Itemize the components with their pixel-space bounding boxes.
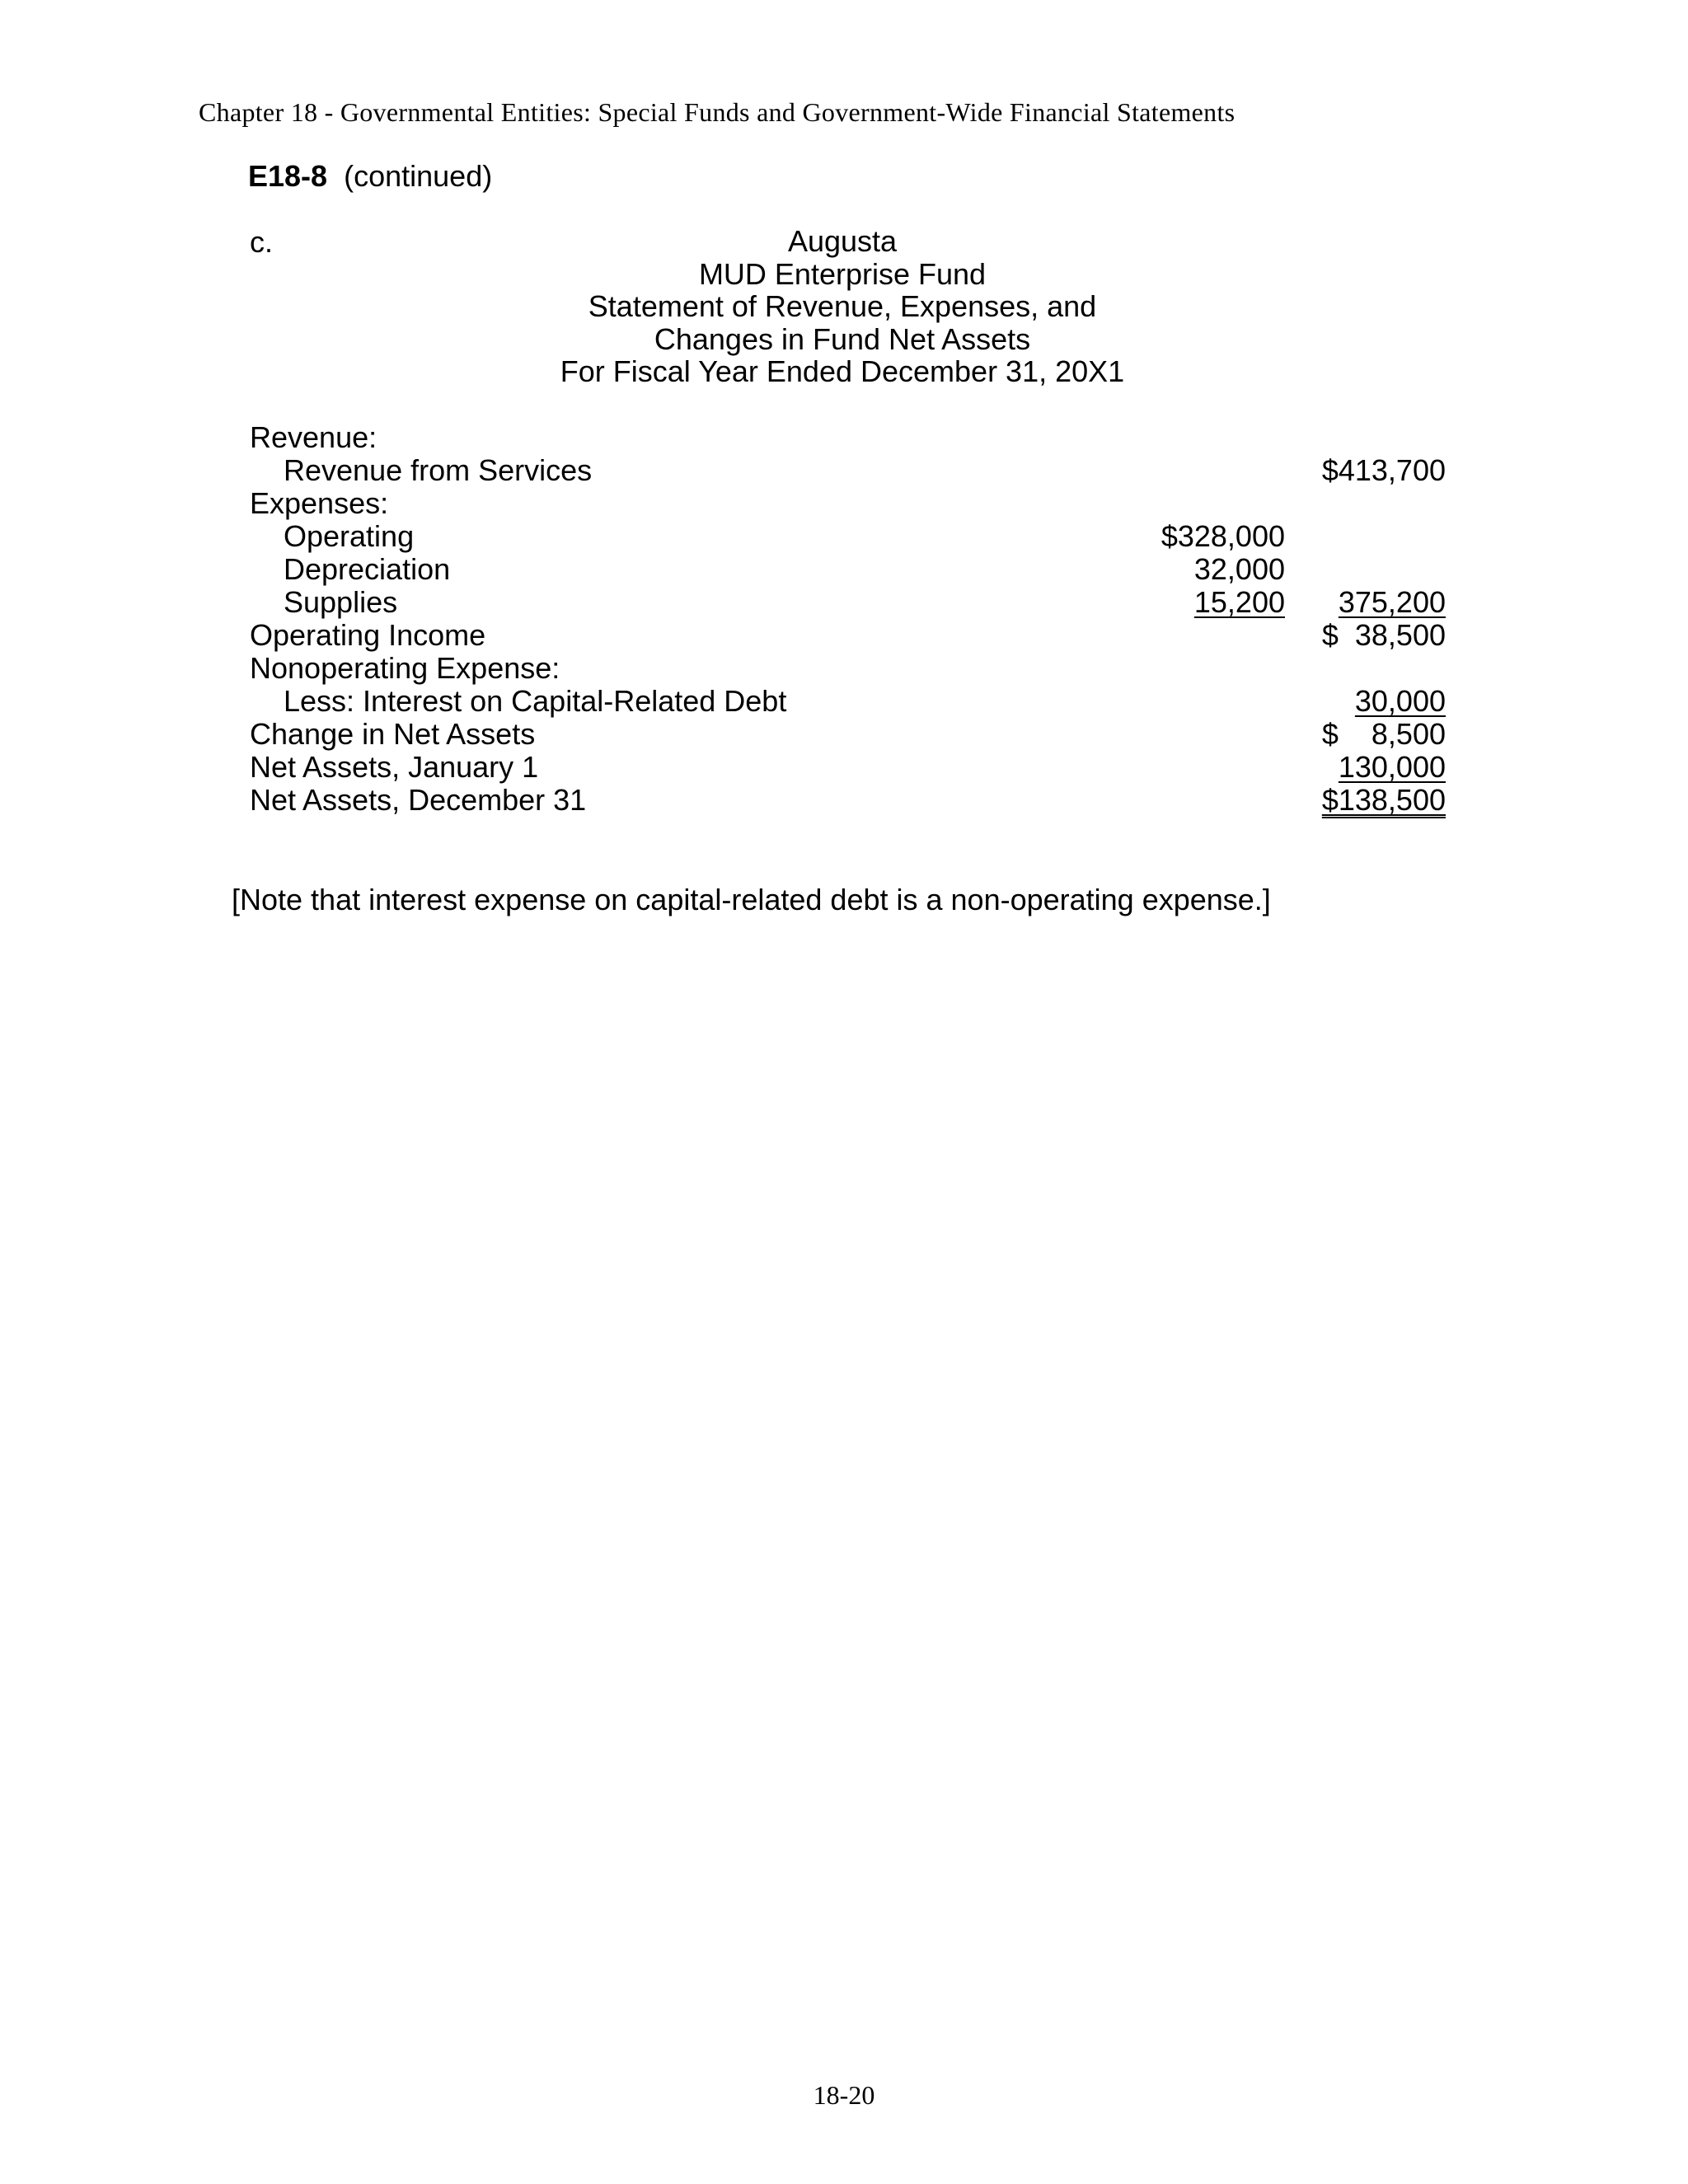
row-label-revenue-heading: Revenue: [250, 420, 377, 454]
title-statement-line-1: Statement of Revenue, Expenses, and [588, 289, 1097, 324]
row-label-net-assets-dec-31: Net Assets, December 31 [250, 783, 587, 817]
row-label-nonoperating-heading: Nonoperating Expense: [250, 651, 560, 685]
row-value-revenue-from-services: $413,700 [1321, 453, 1446, 487]
row-value-operating: $328,000 [1160, 519, 1285, 553]
exercise-heading [248, 159, 492, 194]
title-period: For Fiscal Year Ended December 31, 20X1 [560, 354, 1125, 389]
row-value-net-assets-dec-31: $138,500 [1321, 783, 1446, 817]
row-value-total-expenses: 375,200 [1338, 585, 1446, 619]
part-label: c. [250, 225, 274, 259]
row-value-change-in-net-assets: $ 8,500 [1321, 717, 1446, 751]
row-label-operating: Operating [284, 519, 415, 553]
row-label-revenue-from-services: Revenue from Services [284, 453, 593, 487]
title-entity: Augusta [787, 224, 898, 258]
running-header: Chapter 18 - Governmental Entities: Special Funds and Government-Wide Financial Statements [199, 97, 1236, 127]
row-value-interest-capital-debt: 30,000 [1354, 684, 1446, 718]
row-label-depreciation: Depreciation [284, 552, 451, 586]
exercise-id: E18-8 [248, 159, 328, 193]
statement-title [0, 225, 1688, 388]
row-value-operating-income: $ 38,500 [1321, 618, 1446, 652]
page-number: 18-20 [813, 2080, 875, 2110]
row-value-supplies: 15,200 [1193, 585, 1285, 619]
row-label-supplies: Supplies [284, 585, 398, 619]
row-label-interest-capital-debt: Less: Interest on Capital-Related Debt [284, 684, 787, 718]
title-statement-line-2: Changes in Fund Net Assets [654, 321, 1031, 356]
note: [Note that interest expense on capital-related debt is a non-operating expense.] [232, 883, 1271, 916]
row-value-depreciation: 32,000 [1193, 552, 1285, 586]
row-label-net-assets-jan-1: Net Assets, January 1 [250, 750, 539, 784]
row-label-expenses-heading: Expenses: [250, 486, 389, 520]
title-fund: MUD Enterprise Fund [698, 256, 987, 291]
row-label-change-in-net-assets: Change in Net Assets [250, 717, 536, 751]
row-value-net-assets-jan-1: 130,000 [1338, 750, 1446, 784]
row-label-operating-income: Operating Income [250, 618, 486, 652]
exercise-suffix: (continued) [344, 159, 493, 193]
